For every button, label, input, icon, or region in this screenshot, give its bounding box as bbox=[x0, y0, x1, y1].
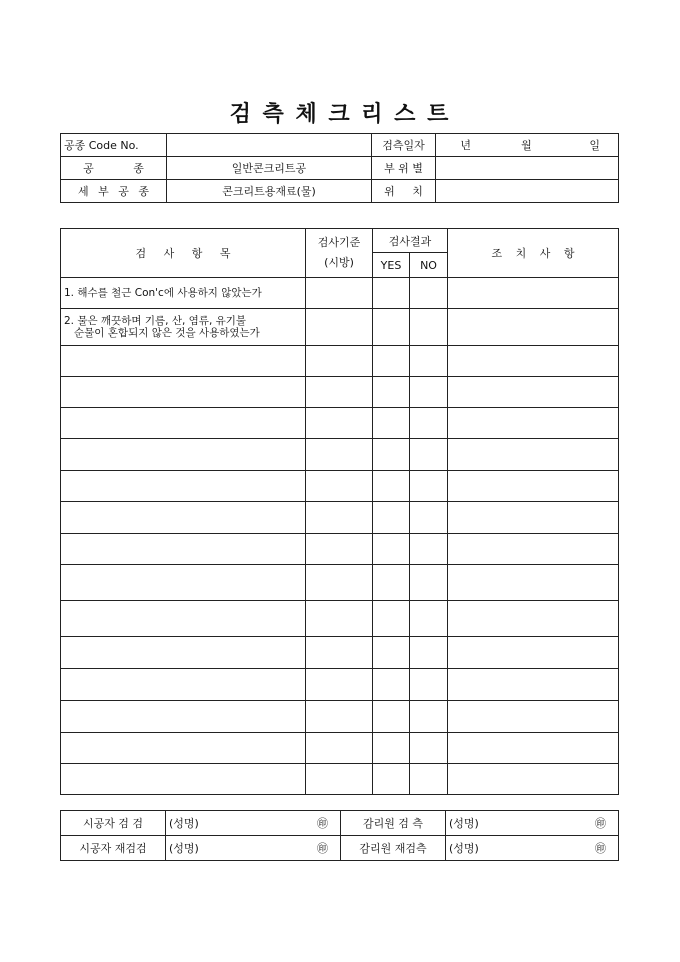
no-cell[interactable] bbox=[410, 377, 448, 408]
standard-cell[interactable] bbox=[306, 346, 373, 377]
action-cell[interactable] bbox=[448, 534, 619, 565]
action-cell[interactable] bbox=[448, 408, 619, 439]
no-cell[interactable] bbox=[410, 439, 448, 471]
action-cell[interactable] bbox=[448, 637, 619, 669]
action-cell[interactable] bbox=[448, 733, 619, 764]
action-cell[interactable] bbox=[448, 502, 619, 534]
no-cell[interactable] bbox=[410, 637, 448, 669]
header-standard bbox=[306, 229, 373, 278]
yes-cell[interactable] bbox=[373, 733, 410, 764]
inspection-item[interactable] bbox=[61, 471, 306, 502]
date-month-label: 월 bbox=[521, 139, 532, 152]
header-no: NO bbox=[410, 253, 448, 278]
header-inspection-item: 검 사 항 목 bbox=[61, 229, 306, 278]
inspection-item[interactable] bbox=[61, 637, 306, 669]
table-row bbox=[61, 601, 619, 637]
yes-cell[interactable] bbox=[373, 601, 410, 637]
inspection-item[interactable] bbox=[61, 377, 306, 408]
yes-cell[interactable] bbox=[373, 669, 410, 701]
work-type-label: 공 종 bbox=[61, 157, 167, 180]
header-action: 조 치 사 항 bbox=[448, 229, 619, 278]
supervisor-recheck-name-field[interactable]: (성명) bbox=[446, 836, 526, 861]
standard-cell[interactable] bbox=[306, 502, 373, 534]
contractor-check-label: 시공자 검 검 bbox=[61, 811, 166, 836]
action-cell[interactable] bbox=[448, 346, 619, 377]
contractor-recheck-name-field[interactable]: (성명) bbox=[166, 836, 246, 861]
standard-cell[interactable] bbox=[306, 377, 373, 408]
table-row bbox=[61, 471, 619, 502]
detail-value: 콘크리트용재료(물) bbox=[167, 180, 372, 203]
work-type-value: 일반콘크리트공 bbox=[167, 157, 372, 180]
standard-cell[interactable] bbox=[306, 309, 373, 346]
info-table bbox=[60, 133, 619, 203]
standard-cell[interactable] bbox=[306, 637, 373, 669]
yes-cell[interactable] bbox=[373, 565, 410, 601]
table-row bbox=[61, 733, 619, 764]
standard-cell[interactable] bbox=[306, 601, 373, 637]
yes-cell[interactable] bbox=[373, 534, 410, 565]
yes-cell[interactable] bbox=[373, 377, 410, 408]
page-title: 검 측 체 크 리 스 트 bbox=[229, 101, 451, 127]
no-cell[interactable] bbox=[410, 534, 448, 565]
standard-cell[interactable] bbox=[306, 565, 373, 601]
checklist-table bbox=[60, 228, 619, 795]
standard-cell[interactable] bbox=[306, 701, 373, 733]
header-yes: YES bbox=[373, 253, 410, 278]
table-row bbox=[61, 502, 619, 534]
action-cell[interactable] bbox=[448, 565, 619, 601]
inspection-item[interactable] bbox=[61, 565, 306, 601]
contractor-check-seal: ㊞ bbox=[246, 811, 341, 836]
no-cell[interactable] bbox=[410, 764, 448, 795]
yes-cell[interactable] bbox=[373, 309, 410, 346]
inspection-item: 2. 물은 깨끗하며 기름, 산, 염류, 유기불 순물이 혼합되지 않은 것을 사용하였는가 bbox=[61, 309, 306, 346]
standard-cell[interactable] bbox=[306, 471, 373, 502]
no-cell[interactable] bbox=[410, 309, 448, 346]
action-cell[interactable] bbox=[448, 439, 619, 471]
table-row bbox=[61, 637, 619, 669]
supervisor-check-name-field[interactable]: (성명) bbox=[446, 811, 526, 836]
inspection-item[interactable] bbox=[61, 346, 306, 377]
yes-cell[interactable] bbox=[373, 502, 410, 534]
location-value-field[interactable] bbox=[436, 157, 619, 180]
location-label: 부 위 별 bbox=[372, 157, 436, 180]
date-month-field[interactable] bbox=[496, 134, 558, 157]
action-cell[interactable] bbox=[448, 377, 619, 408]
inspection-item[interactable] bbox=[61, 701, 306, 733]
yes-cell[interactable] bbox=[373, 471, 410, 502]
no-cell[interactable] bbox=[410, 565, 448, 601]
yes-cell[interactable] bbox=[373, 346, 410, 377]
contractor-recheck-seal: ㊞ bbox=[246, 836, 341, 861]
action-cell[interactable] bbox=[448, 601, 619, 637]
no-cell[interactable] bbox=[410, 346, 448, 377]
no-cell[interactable] bbox=[410, 278, 448, 309]
inspection-item[interactable] bbox=[61, 534, 306, 565]
inspection-item[interactable] bbox=[61, 669, 306, 701]
position-label: 위 치 bbox=[372, 180, 436, 203]
yes-cell[interactable] bbox=[373, 637, 410, 669]
action-cell[interactable] bbox=[448, 309, 619, 346]
no-cell[interactable] bbox=[410, 502, 448, 534]
yes-cell[interactable] bbox=[373, 278, 410, 309]
supervisor-check-seal: ㊞ bbox=[526, 811, 619, 836]
inspection-item[interactable] bbox=[61, 502, 306, 534]
table-row bbox=[61, 669, 619, 701]
standard-cell[interactable] bbox=[306, 733, 373, 764]
table-row bbox=[61, 534, 619, 565]
header-standard-line2: (시방) bbox=[324, 256, 354, 269]
date-label: 검측일자 bbox=[372, 134, 436, 157]
inspection-item[interactable] bbox=[61, 408, 306, 439]
inspection-item: 1. 해수를 철근 Con'c에 사용하지 않았는가 bbox=[61, 278, 306, 309]
date-year-field[interactable] bbox=[436, 134, 496, 157]
supervisor-check-label: 감리원 검 측 bbox=[341, 811, 446, 836]
action-cell[interactable] bbox=[448, 764, 619, 795]
inspection-item[interactable] bbox=[61, 764, 306, 795]
code-label: 공종 Code No. bbox=[61, 134, 167, 157]
position-value-field[interactable] bbox=[436, 180, 619, 203]
table-row bbox=[61, 565, 619, 601]
no-cell[interactable] bbox=[410, 601, 448, 637]
date-day-field[interactable] bbox=[558, 134, 619, 157]
header-standard-line1: 검사기준 bbox=[317, 236, 361, 249]
inspection-item[interactable] bbox=[61, 439, 306, 471]
date-year-label: 년 bbox=[460, 139, 472, 152]
no-cell[interactable] bbox=[410, 701, 448, 733]
action-cell[interactable] bbox=[448, 278, 619, 309]
action-cell[interactable] bbox=[448, 471, 619, 502]
standard-cell[interactable] bbox=[306, 278, 373, 309]
table-row bbox=[61, 377, 619, 408]
standard-cell[interactable] bbox=[306, 439, 373, 471]
table-row bbox=[61, 278, 619, 309]
table-row bbox=[61, 346, 619, 377]
detail-label: 세 부 공 종 bbox=[61, 180, 167, 203]
header-result: 검사결과 bbox=[373, 229, 448, 253]
table-row bbox=[61, 764, 619, 795]
no-cell[interactable] bbox=[410, 669, 448, 701]
supervisor-recheck-label: 감리원 재검측 bbox=[341, 836, 446, 861]
contractor-check-name-field[interactable]: (성명) bbox=[166, 811, 246, 836]
no-cell[interactable] bbox=[410, 408, 448, 439]
table-row bbox=[61, 408, 619, 439]
standard-cell[interactable] bbox=[306, 534, 373, 565]
yes-cell[interactable] bbox=[373, 408, 410, 439]
contractor-recheck-label: 시공자 재검검 bbox=[61, 836, 166, 861]
no-cell[interactable] bbox=[410, 471, 448, 502]
code-value-field[interactable] bbox=[167, 134, 372, 157]
date-day-label: 일 bbox=[589, 139, 600, 152]
standard-cell[interactable] bbox=[306, 764, 373, 795]
action-cell[interactable] bbox=[448, 669, 619, 701]
table-row bbox=[61, 439, 619, 471]
yes-cell[interactable] bbox=[373, 701, 410, 733]
no-cell[interactable] bbox=[410, 733, 448, 764]
inspection-item[interactable] bbox=[61, 601, 306, 637]
supervisor-recheck-seal: ㊞ bbox=[526, 836, 619, 861]
action-cell[interactable] bbox=[448, 701, 619, 733]
inspection-item[interactable] bbox=[61, 733, 306, 764]
standard-cell[interactable] bbox=[306, 408, 373, 439]
yes-cell[interactable] bbox=[373, 439, 410, 471]
signature-table bbox=[60, 810, 619, 861]
table-row bbox=[61, 309, 619, 346]
table-row bbox=[61, 701, 619, 733]
yes-cell[interactable] bbox=[373, 764, 410, 795]
standard-cell[interactable] bbox=[306, 669, 373, 701]
